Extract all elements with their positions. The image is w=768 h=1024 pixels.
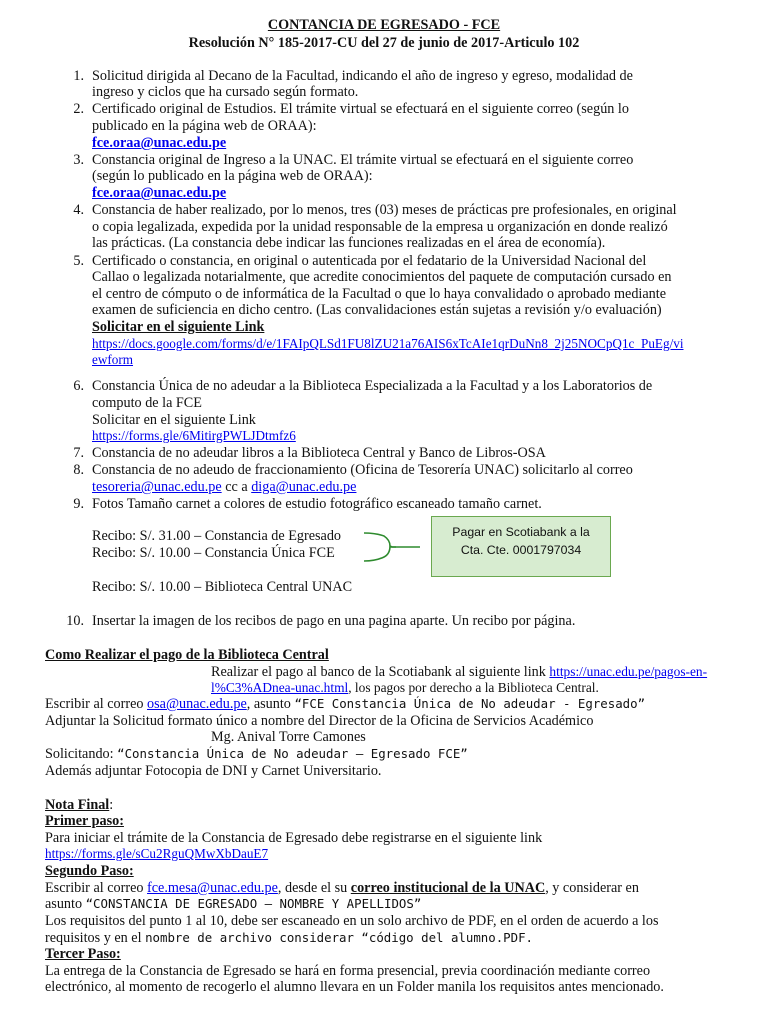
registration-link[interactable]: https://forms.gle/sCu2RguQMwXbDauE7 [45, 846, 269, 861]
google-form-link[interactable]: https://docs.google.com/forms/d/e/1FAIpQLSd1FU8lZU21a76AIS6xTcAIe1qrDuNn8_2j25NOCpQ1c_PuEg/vi [92, 336, 684, 351]
item-line: (según lo publicado en la página web de ORAA): [92, 168, 373, 184]
biblioteca-line [211, 664, 707, 681]
item-number: 8. [73, 462, 84, 478]
item-line: Constancia Única de no adeudar a la Biblioteca Especializada a la Facultad y a los Laboratorios de [92, 378, 653, 394]
item-line: publicado en la página web de ORAA): [92, 118, 317, 134]
document-title: CONTANCIA DE EGRESADO - FCE [267, 17, 501, 33]
item-line: las prácticas. (La constancia debe indicar las funciones realizadas en el área de economía). [92, 235, 606, 251]
step-text-line [45, 930, 533, 947]
osa-email-link[interactable]: osa@unac.edu.pe [147, 696, 247, 712]
item-line: Fotos Tamaño carnet a colores de estudio fotográfico escaneado tamaño carnet. [92, 496, 542, 512]
pagos-link[interactable]: https://unac.edu.pe/pagos-en- [549, 664, 708, 679]
subject-text: “CONSTANCIA DE EGRESADO – NOMBRE Y APELLIDOS” [85, 896, 422, 911]
step-text: requisitos y en el [45, 930, 146, 946]
payment-info-box [431, 516, 611, 577]
item-number: 2. [73, 101, 84, 117]
biblioteca-text: Solicitando: [45, 746, 118, 762]
biblioteca-text: , los pagos por derecho a la Biblioteca Central. [348, 680, 599, 695]
brace-icon [362, 528, 422, 566]
receipt-line: Recibo: S/. 10.00 – Constancia Única FCE [92, 545, 335, 561]
biblioteca-text: Escribir al correo [45, 696, 148, 712]
step-text: Los requisitos del punto 1 al 10, debe ser escaneado en un solo archivo de PDF, en el orden de acuerdo a los [45, 913, 659, 929]
google-form-link-cont[interactable]: ewform [92, 352, 134, 367]
link-label: Solicitar en el siguiente Link [92, 319, 265, 335]
item-line: Solicitud dirigida al Decano de la Facultad, indicando el año de ingreso y egreso, modalidad de [92, 68, 633, 84]
biblioteca-text: , asunto [246, 696, 295, 712]
tesoreria-email-link[interactable]: tesoreria@unac.edu.pe [92, 479, 222, 495]
item-number: 6. [73, 378, 84, 394]
item-line: Constancia de no adeudar libros a la Biblioteca Central y Banco de Libros-OSA [92, 445, 546, 461]
item-line: Certificado o constancia, en original o autenticada por el fedatario de la Universidad Nacional del [92, 253, 647, 269]
item-line: ingreso y ciclos que ha cursado según formato. [92, 84, 359, 100]
step-text: , desde el su [277, 880, 351, 896]
item-line: Callao o legalizada notarialmente, que acredite conocimientos del paquete de computación cursado en [92, 269, 672, 285]
step-heading: Tercer Paso: [45, 946, 121, 962]
email-link[interactable]: fce.oraa@unac.edu.pe [92, 185, 227, 201]
step-text: Escribir al correo [45, 880, 148, 896]
step-heading: Segundo Paso: [45, 863, 134, 879]
biblioteca-heading: Como Realizar el pago de la Biblioteca Central [45, 647, 329, 663]
forms-link[interactable]: https://forms.gle/6MitirgPWLJDtmfz6 [92, 428, 296, 443]
item-number: 4. [73, 202, 84, 218]
item-line: Constancia de no adeudo de fraccionamiento (Oficina de Tesorería UNAC) solicitarlo al correo [92, 462, 633, 478]
item-number: 9. [73, 496, 84, 512]
biblioteca-line: Además adjuntar Fotocopia de DNI y Carnet Universitario. [45, 763, 382, 779]
item-line: o copia legalizada, expedida por la unidad responsable de la empresa u organización en donde realizó [92, 219, 668, 235]
filename-text: nombre de archivo considerar “código del alumno.PDF. [145, 930, 534, 945]
step-text: asunto [45, 896, 86, 912]
biblioteca-line [211, 680, 599, 697]
biblioteca-text: Realizar el pago al banco de la Scotiabank al siguiente link [211, 664, 550, 680]
step-emphasis: correo institucional de la UNAC [350, 880, 546, 896]
item-number: 5. [73, 253, 84, 269]
item-number: 1. [73, 68, 84, 84]
step-text: electrónico, al momento de recogerlo el alumno llevara en un Folder manila los requisitos antes mencionado. [45, 979, 664, 995]
item-line: el centro de cómputo o de informática de la Facultad o que lo haya convalidado o aprobado mediante [92, 286, 666, 302]
payment-info-line: Pagar en Scotiabank a la [452, 525, 590, 539]
pagos-link-cont[interactable]: l%C3%ADnea-unac.html [211, 680, 349, 695]
item-line: Constancia de haber realizado, por lo menos, tres (03) meses de prácticas pre profesionales, en original [92, 202, 677, 218]
mesa-email-link[interactable]: fce.mesa@unac.edu.pe [147, 880, 278, 896]
item-line [92, 479, 356, 496]
item-line: Constancia original de Ingreso a la UNAC. El trámite virtual se efectuará en el siguiente correo [92, 152, 634, 168]
biblioteca-line [45, 746, 468, 763]
step-text-line [45, 880, 639, 897]
item-number: 7. [73, 445, 84, 461]
item-line: computo de la FCE [92, 395, 202, 411]
payment-info-line: Cta. Cte. 0001797034 [460, 543, 582, 557]
diga-email-link[interactable]: diga@unac.edu.pe [251, 479, 357, 495]
subject-text: “Constancia Única de No adeudar – Egresado FCE” [117, 746, 468, 761]
item-number: 3. [73, 152, 84, 168]
link-label: Solicitar en el siguiente Link [92, 412, 256, 428]
receipt-line: Recibo: S/. 31.00 – Constancia de Egresado [92, 528, 342, 544]
step-text-line [45, 896, 421, 913]
step-text: La entrega de la Constancia de Egresado se hará en forma presencial, previa coordinación mediante correo [45, 963, 651, 979]
item-line: Insertar la imagen de los recibos de pago en una pagina aparte. Un recibo por página. [92, 613, 576, 629]
final-heading: Nota Final [45, 797, 110, 813]
step-text: , y considerar en [545, 880, 639, 896]
email-link[interactable]: fce.oraa@unac.edu.pe [92, 135, 227, 151]
director-name: Mg. Anival Torre Camones [211, 729, 366, 745]
item-line: Certificado original de Estudios. El trámite virtual se efectuará en el siguiente correo (según lo [92, 101, 629, 117]
item-line: examen de suficiencia en dicho centro. (Las convalidaciones están sujetas a revisión y/o evaluación) [92, 302, 662, 318]
final-heading-row [45, 797, 113, 814]
biblioteca-line: Adjuntar la Solicitud formato único a nombre del Director de la Oficina de Servicios Académico [45, 713, 594, 729]
step-heading: Primer paso: [45, 813, 124, 829]
biblioteca-line [45, 696, 645, 713]
subject-text: “FCE Constancia Única de No adeudar - Egresado” [294, 696, 646, 711]
document-subtitle: Resolución N° 185-2017-CU del 27 de junio de 2017-Articulo 102 [188, 35, 580, 51]
cc-text: cc a [221, 479, 252, 495]
final-heading-colon: : [109, 797, 114, 813]
item-number: 10. [66, 613, 84, 629]
step-text: Para iniciar el trámite de la Constancia de Egresado debe registrarse en el siguiente link [45, 830, 543, 846]
receipt-line: Recibo: S/. 10.00 – Biblioteca Central UNAC [92, 579, 353, 595]
